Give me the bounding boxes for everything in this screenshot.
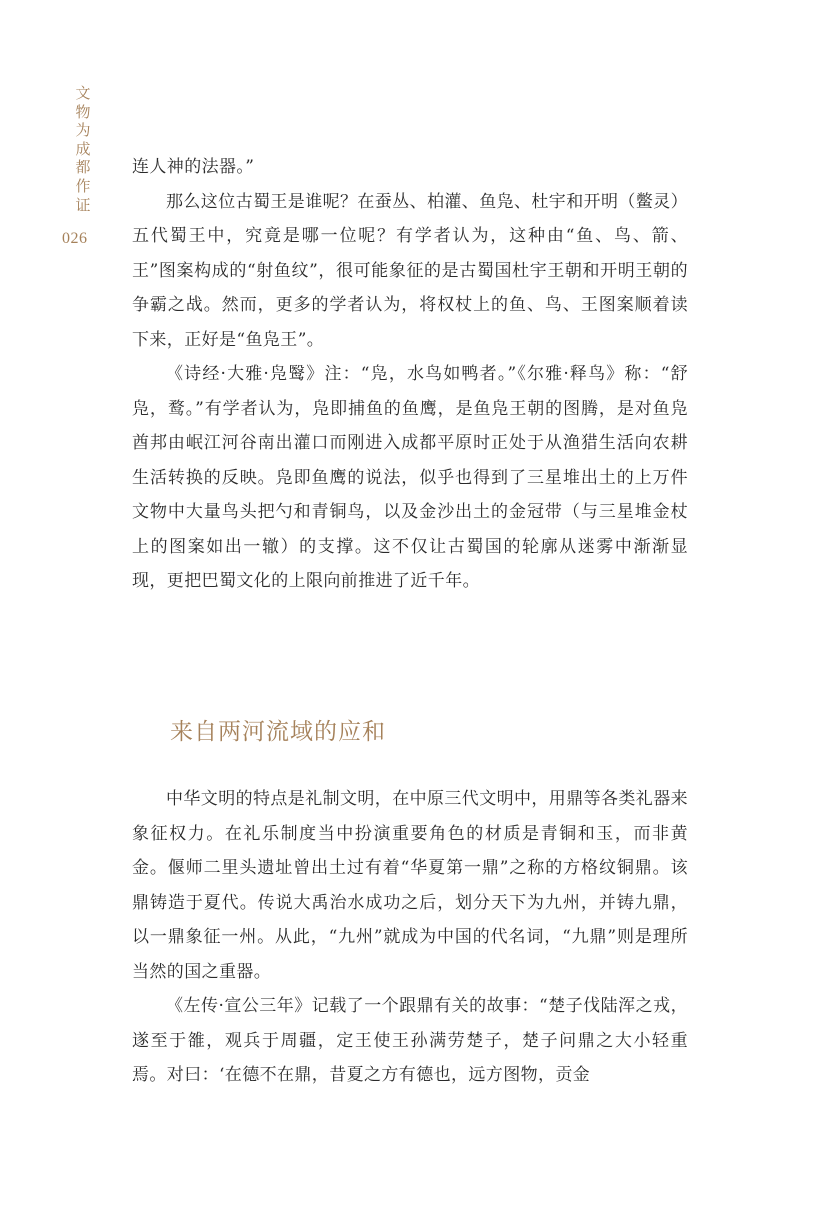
paragraph-continuation: 连人神的法器。” xyxy=(132,157,255,177)
paragraph: 中华文明的特点是礼制文明，在中原三代文明中，用鼎等各类礼器来象征权力。在礼乐制度当中扮演重要角色的材质是青铜和玉，而非黄金。偃师二里头遗址曾出土过有着“华夏第一鼎”之称的方格纹铜鼎。该鼎铸造于夏代。传说大禹治水成功之后，划分天下为九州，并铸九鼎，以一鼎象征一州。从此，“九州”就成为中国的代名词，“九鼎”则是理所当然的国之重器。 xyxy=(132,789,688,982)
running-book-title: 文物为成都作证 xyxy=(75,84,91,214)
paragraph: 《左传·宣公三年》记载了一个跟鼎有关的故事：“楚子伐陆浑之戎，遂至于雒，观兵于周疆，定王使王孙满劳楚子，楚子问鼎之大小轻重焉。对曰：‘在德不在鼎，昔夏之方有德也，远方图物，贡金 xyxy=(132,996,688,1085)
paragraph: 那么这位古蜀王是谁呢？在蚕丛、柏灌、鱼凫、杜宇和开明（鳖灵）五代蜀王中，究竟是哪一位呢？有学者认为，这种由“鱼、鸟、箭、王”图案构成的“射鱼纹”，很可能象征的是古蜀国杜宇王朝和开明王朝的争霸之战。然而，更多的学者认为，将权杖上的鱼、鸟、王图案顺着读下来，正好是“鱼凫王”。 xyxy=(132,191,688,350)
section-heading: 来自两河流域的应和 xyxy=(170,719,386,745)
page-number: 026 xyxy=(62,230,88,247)
section-1-body xyxy=(132,150,688,599)
section-2-body xyxy=(132,782,688,1093)
paragraph: 《诗经·大雅·凫鹥》注：“凫，水鸟如鸭者。”《尔雅·释鸟》称：“舒凫，鹜。”有学者认为，凫即捕鱼的鱼鹰，是鱼凫王朝的图腾，是对鱼凫酋邦由岷江河谷南出灌口而刚进入成都平原时正处于从渔猎生活向农耕生活转换的反映。凫即鱼鹰的说法，似乎也得到了三星堆出土的上万件文物中大量鸟头把勺和青铜鸟，以及金沙出土的金冠带（与三星堆金杖上的图案如出一辙）的支撑。这不仅让古蜀国的轮廓从迷雾中渐渐显现，更把巴蜀文化的上限向前推进了近千年。 xyxy=(132,364,688,591)
